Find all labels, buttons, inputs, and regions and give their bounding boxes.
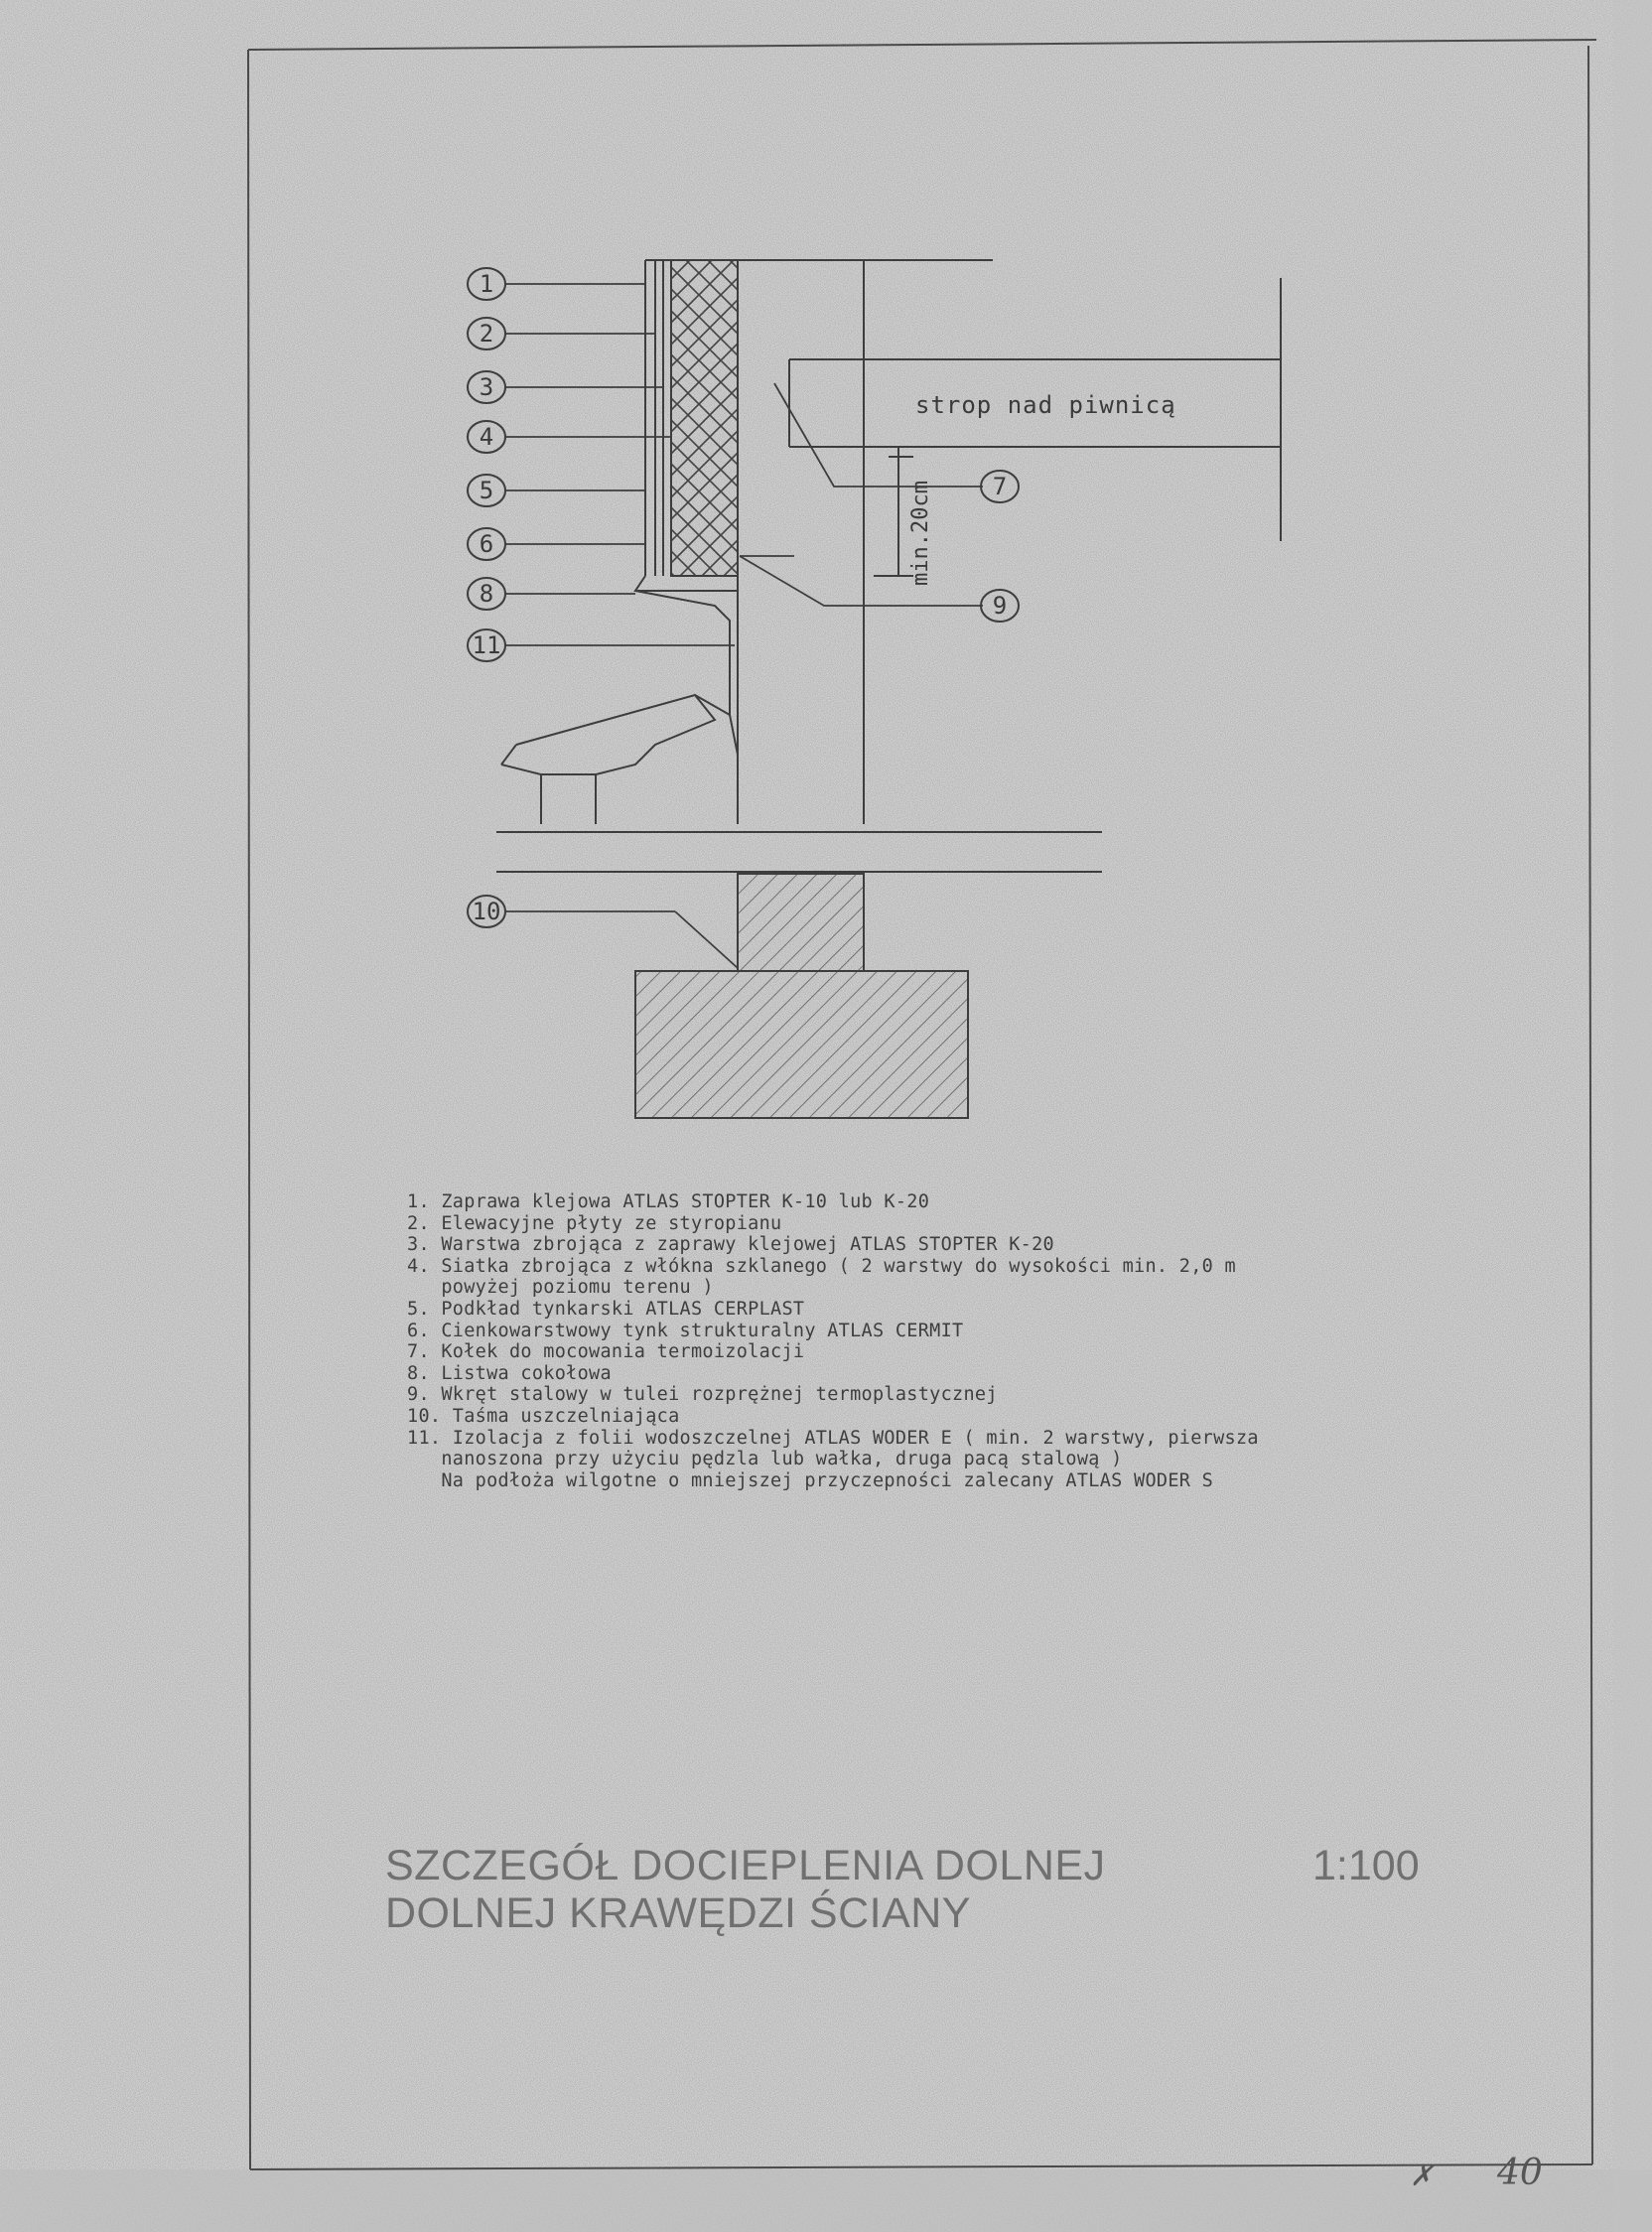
legend-item: 3. Warstwa zbrojąca z zaprawy klejowej ATLAS STOPTER K-20 [407,1234,1054,1256]
slab-label: strop nad piwnicą [915,391,1176,419]
callout-1: 1 [479,270,494,298]
legend-item: nanoszona przy użyciu pędzla lub wałka, druga pacą stalową ) [407,1449,1123,1470]
legend-item: 8. Listwa cokołowa [407,1362,612,1384]
title-line-2: DOLNEJ KRAWĘDZI ŚCIANY [385,1889,971,1937]
callout-8: 8 [479,580,494,608]
callout-6: 6 [479,530,494,558]
legend-item: powyżej poziomu terenu ) [407,1277,714,1299]
callout-10: 10 [472,898,501,925]
legend-item: 9. Wkręt stalowy w tulei rozprężnej termoplastycznej [407,1384,998,1406]
legend-item: 1. Zaprawa klejowa ATLAS STOPTER K-10 lub K-20 [407,1191,930,1212]
page-number: 40 [1497,2153,1543,2193]
initials-mark: ✗ [1410,2160,1434,2192]
legend-item: 4. Siatka zbrojąca z włókna szklanego ( 2 warstwy do wysokości min. 2,0 m [407,1255,1236,1277]
callout-3: 3 [479,373,494,401]
callout-2: 2 [479,320,494,348]
foundation [635,874,968,1118]
callout-9: 9 [992,592,1008,620]
callout-markers [468,268,1019,927]
dimension-label: min.20cm [908,481,933,586]
title-line-1: SZCZEGÓŁ DOCIEPLENIA DOLNEJ [385,1842,1106,1889]
wall-section [496,260,1281,872]
callout-11: 11 [472,631,501,659]
title-block [385,1842,1438,1951]
legend-item: Na podłoża wilgotne o mniejszej przyczepności zalecany ATLAS WODER S [407,1469,1214,1491]
leader-lines [504,284,983,968]
scale-label: 1:100 [1312,1842,1420,1889]
legend-item: 10. Taśma uszczelniająca [407,1405,680,1427]
callout-5: 5 [479,477,494,504]
dimension-marker [874,457,913,576]
callout-4: 4 [479,423,494,451]
legend-item: 11. Izolacja z folii wodoszczelnej ATLAS WODER E ( min. 2 warstwy, pierwsza [407,1427,1259,1449]
callout-numbers [473,270,1008,925]
legend-item: 6. Cienkowarstwowy tynk strukturalny ATLAS CERMIT [407,1320,964,1341]
legend-item: 5. Podkład tynkarski ATLAS CERPLAST [407,1298,805,1320]
legend-item: 2. Elewacyjne płyty ze styropianu [407,1212,782,1234]
legend-list [407,1191,1320,1491]
legend-item: 7. Kołek do mocowania termoizolacji [407,1341,805,1363]
callout-7: 7 [992,473,1008,500]
